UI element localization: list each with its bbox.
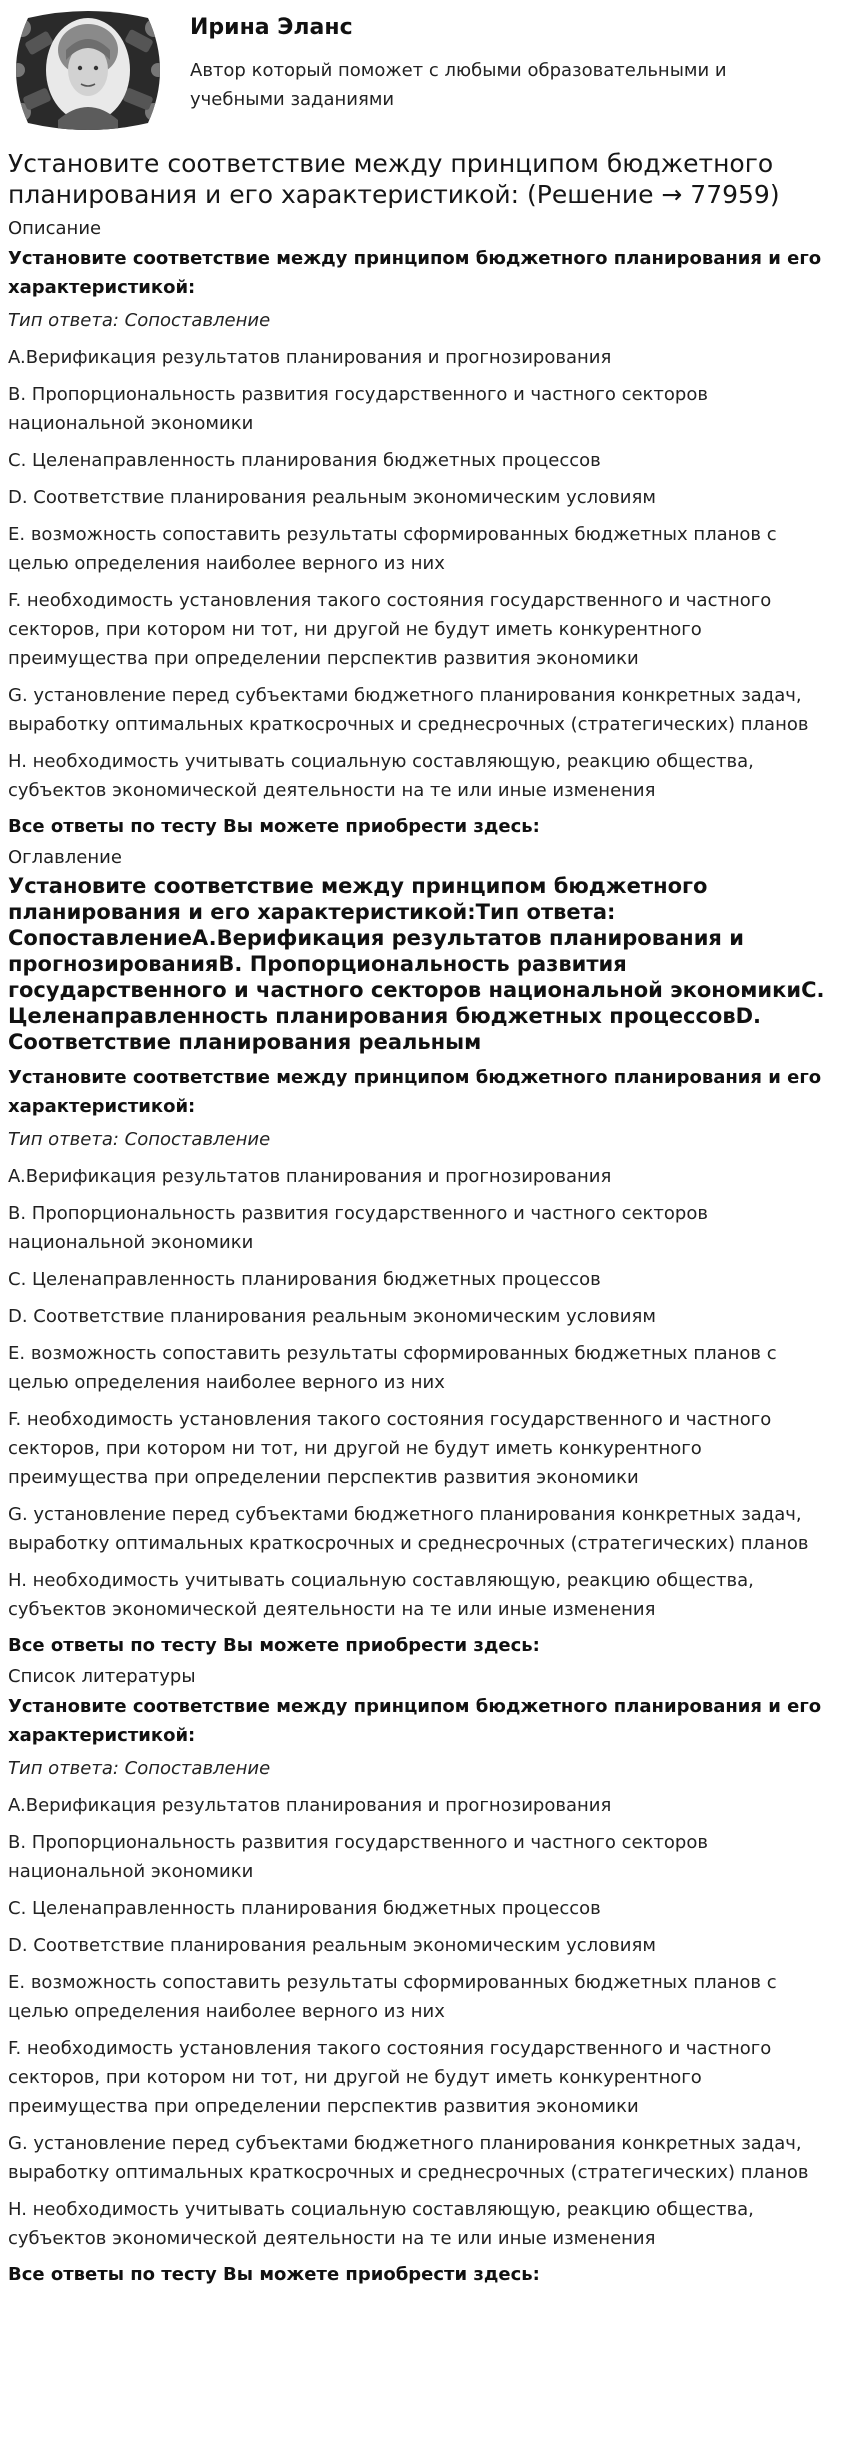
option-h: H. необходимость учитывать социальную составляющую, реакцию общества, субъектов экономической деятельности на те или иные изменения [8,751,754,801]
option-b: B. Пропорциональность развития государственного и частного секторов национальной экономики [8,384,708,434]
option-h: H. необходимость учитывать социальную составляющую, реакцию общества, субъектов экономической деятельности на те или иные изменения [8,1570,754,1620]
option-g: G. установление перед субъектами бюджетного планирования конкретных задач, выработку оптимальных краткосрочных и среднесрочных (стратегических) планов [8,1504,809,1554]
author-name[interactable]: Ирина Эланс [190,15,353,40]
option-e: E. возможность сопоставить результаты сформированных бюджетных планов с целью определения наиболее верного из них [8,524,777,574]
option-d: D. Соответствие планирования реальным экономическим условиям [8,1306,656,1327]
author-card [8,0,833,140]
contents-section [8,847,833,1660]
author-info [190,8,810,114]
option-f: F. необходимость установления такого состояния государственного и частного секторов, при котором ни тот, ни другой не будут иметь конкурентного преимущества при определении перспектив развития экономики [8,2038,772,2117]
description-section [8,218,833,841]
option-d: D. Соответствие планирования реальным экономическим условиям [8,487,656,508]
option-a: A.Верификация результатов планирования и прогнозирования [8,347,612,368]
option-g: G. установление перед субъектами бюджетного планирования конкретных задач, выработку оптимальных краткосрочных и среднесрочных (стратегических) планов [8,2133,809,2183]
option-a: A.Верификация результатов планирования и прогнозирования [8,1795,612,1816]
option-e: E. возможность сопоставить результаты сформированных бюджетных планов с целью определения наиболее верного из них [8,1343,777,1393]
answer-type: Тип ответа: Сопоставление [8,1129,271,1150]
section-label-contents: Оглавление [8,847,122,868]
section-label-references: Список литературы [8,1666,196,1687]
option-a: A.Верификация результатов планирования и прогнозирования [8,1166,612,1187]
author-description: Автор который поможет с любыми образовательными и учебными заданиями [190,60,727,110]
contents-summary: Установите соответствие между принципом бюджетного планирования и его характеристикой:Тип ответа: СопоставлениеA.Верификация результатов планирования и прогнозированияB. Пропорциональность развития государственного и частного секторов национальной экономикиC. Целенаправленность планирования бюджетных процессовD. Соответствие планирования реальным [8,874,825,1054]
answer-type: Тип ответа: Сопоставление [8,310,271,331]
page-title: Установите соответствие между принципом бюджетного планирования и его характеристикой: (Решение → 77959) [8,149,780,209]
option-c: C. Целенаправленность планирования бюджетных процессов [8,1269,601,1290]
author-avatar [8,8,168,133]
purchase-note: Все ответы по тесту Вы можете приобрести здесь: [8,816,540,837]
option-f: F. необходимость установления такого состояния государственного и частного секторов, при котором ни тот, ни другой не будут иметь конкурентного преимущества при определении перспектив развития экономики [8,1409,772,1488]
references-section [8,1666,833,2289]
option-d: D. Соответствие планирования реальным экономическим условиям [8,1935,656,1956]
question-heading: Установите соответствие между принципом бюджетного планирования и его характеристикой: [8,1067,822,1117]
purchase-note: Все ответы по тесту Вы можете приобрести здесь: [8,1635,540,1656]
section-label-description: Описание [8,218,102,239]
option-b: B. Пропорциональность развития государственного и частного секторов национальной экономики [8,1203,708,1253]
option-h: H. необходимость учитывать социальную составляющую, реакцию общества, субъектов экономической деятельности на те или иные изменения [8,2199,754,2249]
option-g: G. установление перед субъектами бюджетного планирования конкретных задач, выработку оптимальных краткосрочных и среднесрочных (стратегических) планов [8,685,809,735]
question-heading: Установите соответствие между принципом бюджетного планирования и его характеристикой: [8,248,822,298]
option-b: B. Пропорциональность развития государственного и частного секторов национальной экономики [8,1832,708,1882]
option-e: E. возможность сопоставить результаты сформированных бюджетных планов с целью определения наиболее верного из них [8,1972,777,2022]
option-c: C. Целенаправленность планирования бюджетных процессов [8,1898,601,1919]
answer-type: Тип ответа: Сопоставление [8,1758,271,1779]
purchase-note: Все ответы по тесту Вы можете приобрести здесь: [8,2264,540,2285]
question-heading: Установите соответствие между принципом бюджетного планирования и его характеристикой: [8,1696,822,1746]
option-f: F. необходимость установления такого состояния государственного и частного секторов, при котором ни тот, ни другой не будут иметь конкурентного преимущества при определении перспектив развития экономики [8,590,772,669]
option-c: C. Целенаправленность планирования бюджетных процессов [8,450,601,471]
